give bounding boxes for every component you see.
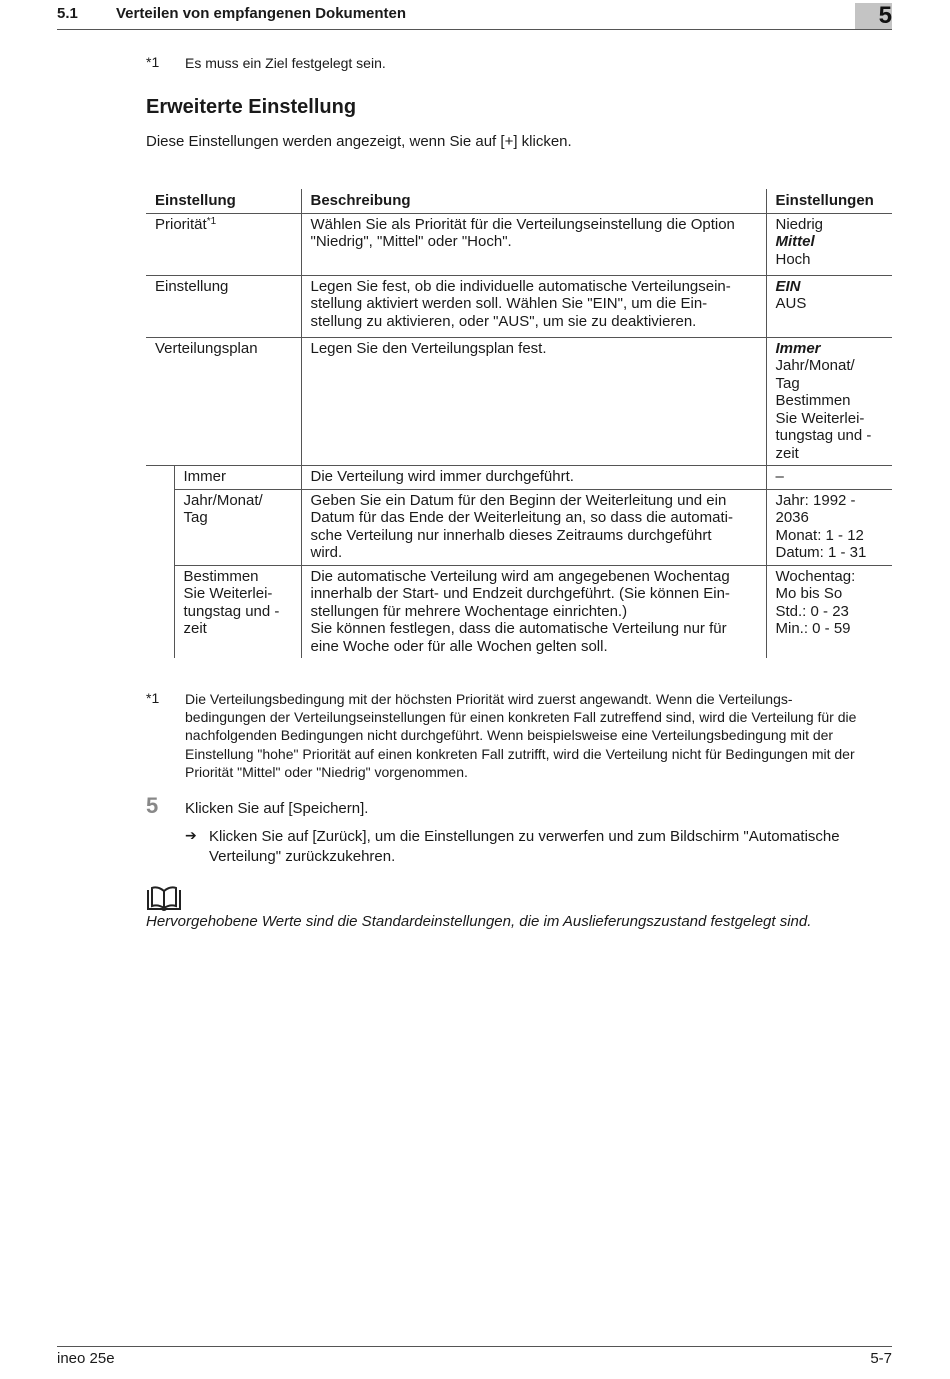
value-option: Std.: 0 - 23 [775,602,849,620]
setting-description [301,213,766,275]
step-text: Klicken Sie auf [Speichern]. [185,800,369,817]
step-subtext-line: Verteilung" zurückzukehren. [209,848,396,865]
footnote-line: bedingungen der Verteilungseinstellungen für einen konkreten Fall zutreffend sind, wird die Verteilung für die [185,709,857,726]
indent-spacer [146,489,174,565]
description-line: sche Verteilung nur innerhalb dieses Zeitraums durchgeführt [310,526,712,544]
step-subtext-line: Klicken Sie auf [Zurück], um die Einstellungen zu verwerfen und zum Bildschirm "Automatische [209,828,840,845]
setting-name: Einstellung [146,275,301,337]
description-line: Geben Sie ein Datum für den Beginn der Weiterleitung und ein [310,491,727,509]
table-row [146,337,892,466]
footnote-text [185,690,895,781]
value-option: zeit [775,444,799,462]
value-option: Hoch [775,250,811,268]
subsetting-name-line: zeit [183,620,207,637]
section-intro: Diese Einstellungen werden angezeigt, wenn Sie auf [+] klicken. [146,133,572,150]
chapter-tab [855,3,892,29]
subsetting-name-line: tungstag und - [183,602,280,620]
description-line: Die automatische Verteilung wird am angegebenen Wochentag [310,567,730,585]
description-line: stellung aktiviert werden soll. Wählen Sie "EIN", um die Ein- [310,295,708,312]
table-header-row [146,189,892,213]
subsetting-name [174,565,301,658]
setting-name-text: Priorität [155,215,207,233]
value-option: Wochentag: [775,567,856,585]
value-option: AUS [775,295,807,312]
value-option: Min.: 0 - 59 [775,620,851,637]
subsetting-name-line: Bestimmen [183,567,259,585]
col-header-values: Einstellungen [766,189,892,213]
footer-product: ineo 25e [57,1350,115,1367]
subsetting-name-line: Sie Weiterlei- [183,585,273,602]
footer-page-number: 5-7 [870,1350,892,1367]
col-header-description: Beschreibung [301,189,766,213]
settings-table [146,189,892,658]
description-line: "Niedrig", "Mittel" oder "Hoch". [310,233,512,250]
chapter-number: 5 [878,2,892,29]
arrow-right-icon: ➔ [185,827,197,843]
subsetting-name-line: Tag [183,509,208,526]
note-text: Hervorgehobene Werte sind die Standardeinstellungen, die im Auslieferungszustand festgelegt sind. [146,913,812,930]
footnote-line: nachfolgenden Bedingungen nicht durchgeführt. Wenn beispielsweise eine Verteilungsbedingung mit der [185,727,834,744]
value-option: Datum: 1 - 31 [775,544,867,561]
table-subrow [146,466,892,490]
section-title: Verteilen von empfangenen Dokumenten [116,5,407,22]
value-option-default: Immer [775,339,821,357]
footnote-text: Es muss ein Ziel festgelegt sein. [185,55,386,71]
description-line: Legen Sie den Verteilungsplan fest. [310,339,547,357]
value-option-default: Mittel [775,233,815,250]
footnote-mark: *1 [146,54,160,70]
table-row [146,213,892,275]
description-line: stellung zu aktivieren, oder "AUS", um sie zu deaktivieren. [310,312,697,330]
subsetting-name-line: Jahr/Monat/ [183,491,263,509]
value-option: 2036 [775,509,809,526]
step-subtext [209,827,840,867]
subsetting-description [301,489,766,565]
footnote-mark: *1 [146,690,160,706]
footnote-line: Priorität "Mittel" oder "Niedrig" vorgenommen. [185,763,468,780]
value-option: Jahr: 1992 - [775,491,856,509]
footnote-ref: *1 [206,215,217,227]
subsetting-name [174,466,301,490]
description-line: Datum für das Ende der Weiterleitung an, so dass die automati- [310,509,733,526]
value-option: Niedrig [775,215,824,233]
value-option: – [775,468,784,485]
setting-values [766,337,892,466]
value-option: Jahr/Monat/ [775,357,855,374]
value-option-default: EIN [775,277,801,295]
setting-description [301,275,766,337]
subsetting-name [174,489,301,565]
description-line: Legen Sie fest, ob die individuelle automatische Verteilungsein- [310,277,731,295]
description-line: Wählen Sie als Priorität für die Verteilungseinstellung die Option [310,215,735,233]
header-rule [57,29,892,30]
indent-spacer [146,565,174,658]
description-line: Die Verteilung wird immer durchgeführt. [310,468,574,485]
section-number: 5.1 [57,5,78,22]
value-option: tungstag und - [775,427,872,444]
value-option: Tag [775,374,800,392]
step-number: 5 [146,793,159,818]
indent-spacer [146,466,174,490]
value-option: Sie Weiterlei- [775,409,865,427]
setting-description [301,337,766,466]
description-line: Sie können festlegen, dass die automatische Verteilung nur für [310,620,727,637]
subsetting-values [766,489,892,565]
footnote-line: Einstellung "hohe" Priorität auf einen konkreten Fall zutrifft, wird die Verteilung nicht für Bedingungen mit der [185,745,855,762]
table-subrow [146,565,892,658]
table-subrow [146,489,892,565]
table-row [146,275,892,337]
subsetting-values [766,466,892,490]
setting-name: Verteilungsplan [146,337,301,466]
value-option: Monat: 1 - 12 [775,526,864,544]
subsetting-values [766,565,892,658]
setting-values [766,275,892,337]
description-line: wird. [310,544,343,561]
section-heading: Erweiterte Einstellung [146,96,357,118]
book-icon [146,886,182,912]
description-line: innerhalb der Start- und Endzeit durchgeführt. (Sie können Ein- [310,585,730,602]
subsetting-name-line: Immer [183,468,226,485]
footer-rule [57,1346,892,1347]
value-option: Mo bis So [775,585,843,602]
subsetting-description [301,565,766,658]
description-line: eine Woche oder für alle Wochen gelten soll. [310,637,608,655]
value-option: Bestimmen [775,392,851,409]
setting-name [146,213,301,275]
subsetting-description [301,466,766,490]
setting-values [766,213,892,275]
description-line: stellungen für mehrere Wochentage einrichten.) [310,602,628,620]
col-header-setting: Einstellung [146,189,301,213]
footnote-line: Die Verteilungsbedingung mit der höchsten Priorität wird zuerst angewandt. Wenn die Verteilungs- [185,691,793,707]
